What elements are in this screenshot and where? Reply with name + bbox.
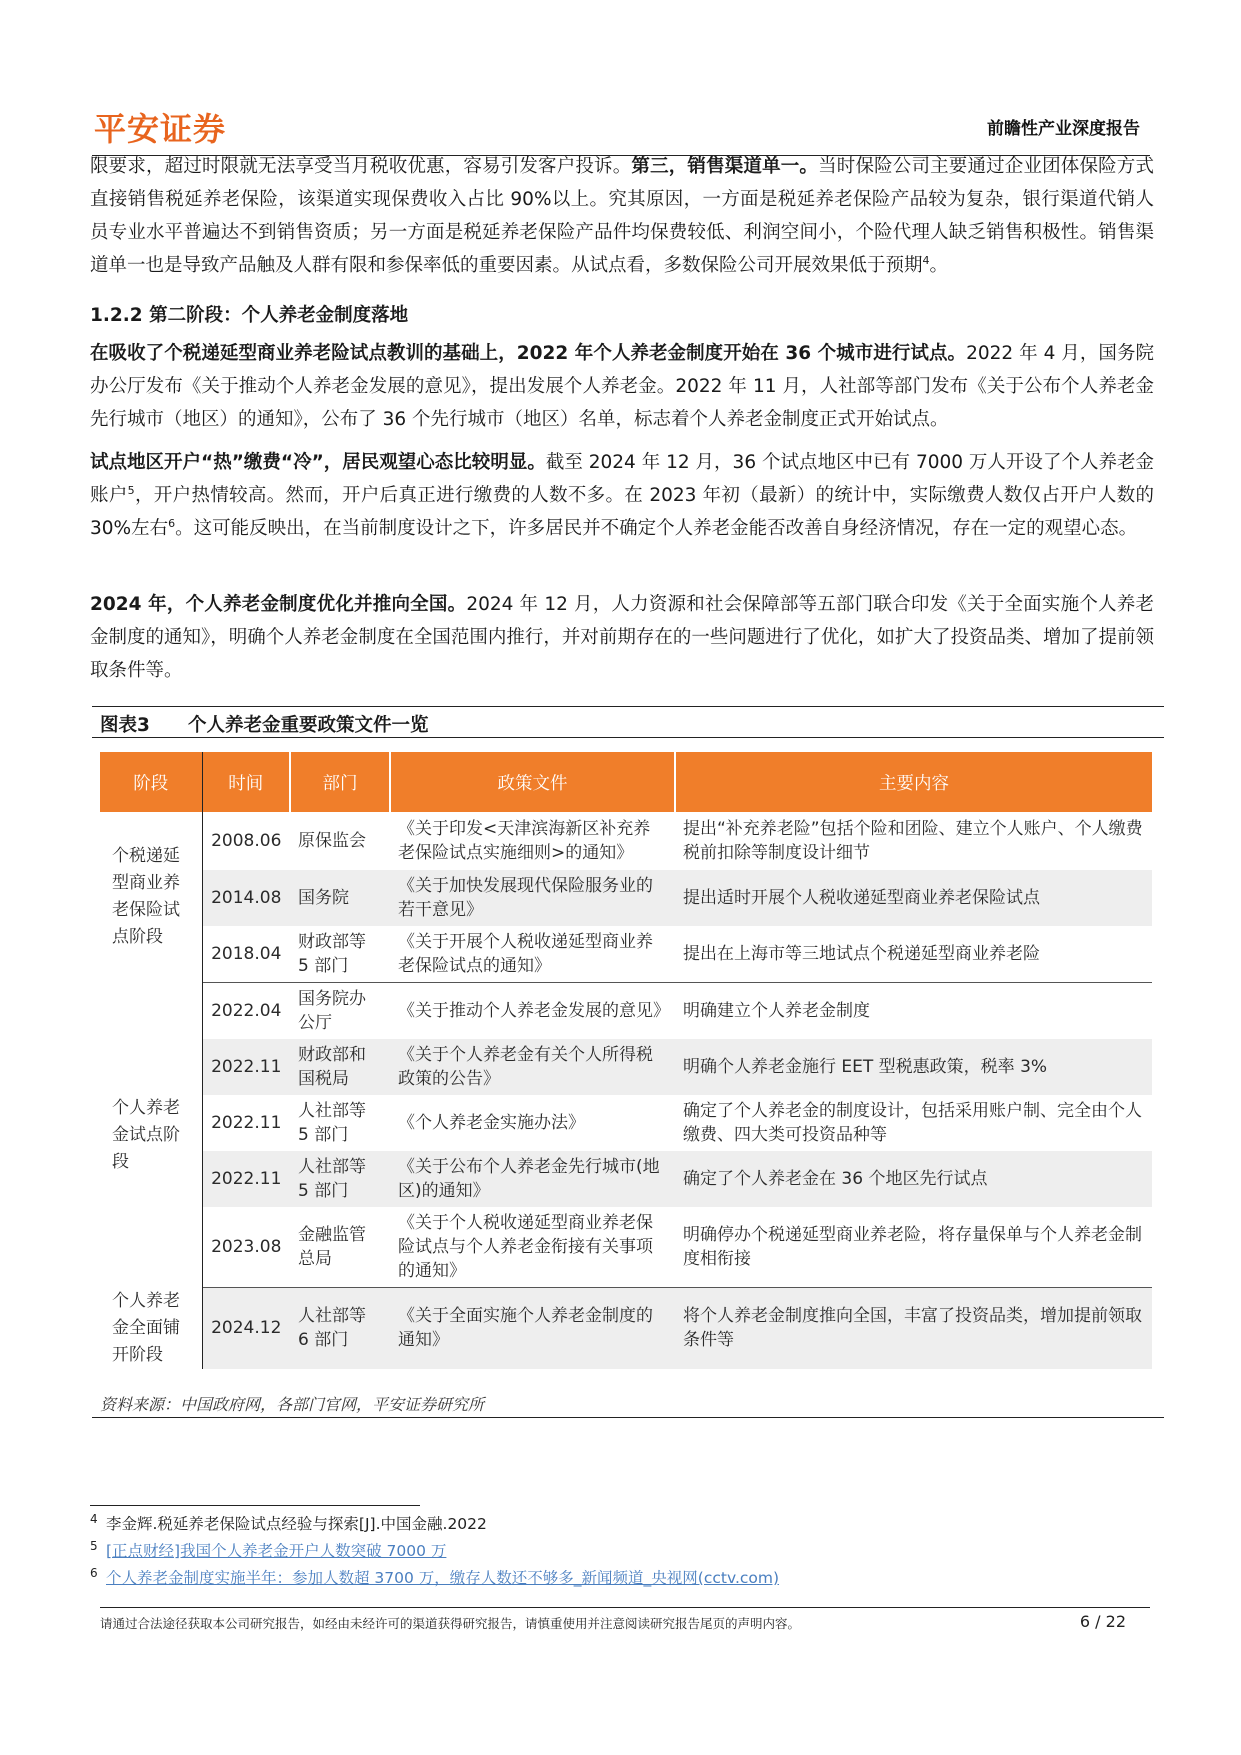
paragraph-4 <box>90 588 1154 687</box>
table-row <box>100 926 1152 983</box>
col-header-content: 主要内容 <box>675 752 1152 812</box>
paragraph-text: 2022 年 4 月，国务院办公厅发布《关于推动个人养老金发展的意见》，提出发展个人养老金。2022 年 11 月，人社部等部门发布《关于公布个人养老金先行城市（地区）的通知》，公布了 36 个先行城市（地区）名单，标志着个人养老金制度正式开始试点。 <box>90 343 1154 430</box>
doc-cell: 《关于印发<天津滨海新区补充养老保险试点实施细则>的通知》 <box>398 819 651 863</box>
paragraph-1 <box>90 150 1154 282</box>
content-cell: 提出“补充养老险”包括个险和团险、建立个人账户、个人缴费税前扣除等制度设计细节 <box>683 819 1143 863</box>
section-subheading: 1.2.2 第二阶段：个人养老金制度落地 <box>90 305 409 326</box>
content-cell: 明确建立个人养老金制度 <box>683 1001 870 1021</box>
stage-cell: 个税递延型商业养老保险试点阶段 <box>100 812 202 983</box>
footnote-divider <box>90 1505 420 1506</box>
stage-cell: 个人养老金全面铺开阶段 <box>100 1288 202 1369</box>
dept-cell: 原保监会 <box>298 831 366 851</box>
footnote-number: 6 <box>90 1566 98 1580</box>
date-cell: 2022.04 <box>211 1001 282 1021</box>
figure-title: 个人养老金重要政策文件一览 <box>188 715 429 736</box>
figure-source: 资料来源：中国政府网，各部门官网，平安证券研究所 <box>92 1392 1164 1418</box>
doc-cell: 《关于推动个人养老金发展的意见》 <box>398 1001 670 1021</box>
report-type-label: 前瞻性产业深度报告 <box>987 119 1140 139</box>
date-cell: 2024.12 <box>202 1288 290 1369</box>
paragraph-text: 限要求，超过时限就无法享受当月税收优惠，容易引发客户投诉。 <box>90 156 632 177</box>
date-cell: 2014.08 <box>202 870 290 926</box>
content-cell: 将个人养老金制度推向全国，丰富了投资品类，增加提前领取条件等 <box>675 1288 1152 1369</box>
footnote-ref-6[interactable]: 6 <box>168 516 176 530</box>
table-row <box>100 1039 1152 1095</box>
footnote-number: 5 <box>90 1539 98 1553</box>
col-header-stage: 阶段 <box>100 752 202 812</box>
paragraph-text: ，开户热情较高。然而，开户后真正进行缴费的人数不多。在 2023 年初（最新）的统计中，实际缴费人数仅占开户人数的 30%左右 <box>90 485 1154 539</box>
doc-cell: 《关于全面实施个人养老金制度的通知》 <box>390 1288 675 1369</box>
content-cell: 明确个人养老金施行 EET 型税惠政策，税率 3% <box>675 1039 1152 1095</box>
col-header-date: 时间 <box>202 752 290 812</box>
date-cell: 2023.08 <box>202 1207 290 1288</box>
paragraph-2 <box>90 337 1154 436</box>
footnote-link[interactable]: 个人养老金制度实施半年：参加人数超 3700 万，缴存人数还不够多_新闻频道_央视网(cctv.com) <box>106 1569 780 1587</box>
page-number: 6 / 22 <box>1079 1612 1126 1631</box>
paragraph-text: 。这可能反映出，在当前制度设计之下，许多居民并不确定个人养老金能否改善自身经济情况，存在一定的观望心态。 <box>175 518 1138 539</box>
company-logo: 平安证券 <box>94 110 227 148</box>
dept-cell: 财政部等 5 部门 <box>290 926 390 983</box>
dept-cell: 国务院办公厅 <box>298 989 366 1033</box>
dept-cell: 财政部和国税局 <box>290 1039 390 1095</box>
col-header-dept: 部门 <box>290 752 390 812</box>
footnote-ref-4[interactable]: 4 <box>922 253 930 267</box>
table-row <box>100 1151 1152 1207</box>
content-cell: 提出适时开展个人税收递延型商业养老保险试点 <box>675 870 1152 926</box>
paragraph-text: 当时保险公司主要通过企业团体保险方式直接销售税延养老保险，该渠道实现保费收入占比 90%以上。究其原因，一方面是税延养老保险产品较为复杂，银行渠道代销人员专业水平普遍达不到销售资质；另一方面是税延养老保险产品件均保费较低、利润空间小，个险代理人缺乏销售积极性。销售渠道单一也是导致产品触及人群有限和参保率低的重要因素。从试点看，多数保险公司开展效果低于预期 <box>90 156 1154 276</box>
footnote-5 <box>90 1539 446 1561</box>
paragraph-bold: 在吸收了个税递延型商业养老险试点教训的基础上，2022 年个人养老金制度开始在 36 个城市进行试点。 <box>90 343 967 364</box>
figure-number: 图表3 <box>100 715 150 736</box>
table-row <box>100 1095 1152 1151</box>
dept-cell: 人社部等 5 部门 <box>298 1101 366 1145</box>
table-row <box>100 1288 1152 1369</box>
date-cell: 2008.06 <box>211 831 282 851</box>
paragraph-text: 。 <box>929 255 949 276</box>
footnote-text: 李金辉.税延养老保险试点经验与探索[J].中国金融.2022 <box>106 1515 487 1533</box>
paragraph-3 <box>90 446 1154 545</box>
paragraph-bold: 2024 年，个人养老金制度优化并推向全国。 <box>90 594 467 615</box>
figure-title-bar <box>92 706 1164 738</box>
date-cell: 2022.11 <box>202 1151 290 1207</box>
table-row <box>100 983 1152 1040</box>
date-cell: 2022.11 <box>211 1113 282 1133</box>
paragraph-bold: 第三，销售渠道单一。 <box>631 156 819 177</box>
table-row <box>100 870 1152 926</box>
disclaimer-text: 请通过合法途径获取本公司研究报告，如经由未经许可的渠道获得研究报告，请慎重使用并注意阅读研究报告尾页的声明内容。 <box>100 1616 801 1631</box>
footnote-link[interactable]: [正点财经]我国个人养老金开户人数突破 7000 万 <box>106 1542 447 1560</box>
doc-cell: 《关于个人税收递延型商业养老保险试点与个人养老金衔接有关事项的通知》 <box>390 1207 675 1288</box>
footnote-4 <box>90 1512 487 1534</box>
doc-cell: 《关于开展个人税收递延型商业养老保险试点的通知》 <box>390 926 675 983</box>
dept-cell: 金融监管总局 <box>290 1207 390 1288</box>
doc-cell: 《个人养老金实施办法》 <box>398 1113 585 1133</box>
dept-cell: 国务院 <box>290 870 390 926</box>
footnote-number: 4 <box>90 1512 98 1526</box>
footnote-ref-5[interactable]: 5 <box>127 483 135 497</box>
policy-table <box>100 752 1152 1369</box>
content-cell: 明确停办个税递延型商业养老险，将存量保单与个人养老金制度相衔接 <box>675 1207 1152 1288</box>
content-cell: 提出在上海市等三地试点个税递延型商业养老险 <box>675 926 1152 983</box>
doc-cell: 《关于个人养老金有关个人所得税政策的公告》 <box>390 1039 675 1095</box>
doc-cell: 《关于公布个人养老金先行城市(地区)的通知》 <box>390 1151 675 1207</box>
paragraph-text: 2024 年 12 月，人力资源和社会保障部等五部门联合印发《关于全面实施个人养老金制度的通知》，明确个人养老金制度在全国范围内推行，并对前期存在的一些问题进行了优化，如扩大了投资品类、增加了提前领取条件等。 <box>90 594 1154 681</box>
footnote-6 <box>90 1566 779 1588</box>
dept-cell: 人社部等 5 部门 <box>290 1151 390 1207</box>
dept-cell: 人社部等 6 部门 <box>290 1288 390 1369</box>
paragraph-bold: 试点地区开户“热”缴费“冷”，居民观望心态比较明显。 <box>90 452 546 473</box>
content-cell: 确定了个人养老金在 36 个地区先行试点 <box>675 1151 1152 1207</box>
table-row <box>100 812 1152 870</box>
col-header-doc: 政策文件 <box>390 752 675 812</box>
paragraph-text: 截至 2024 年 12 月，36 个试点地区中已有 7000 万人开设了个人养老金账户 <box>90 452 1154 506</box>
stage-cell: 个人养老金试点阶段 <box>100 983 202 1288</box>
table-header-row <box>100 752 1152 812</box>
doc-cell: 《关于加快发展现代保险服务业的若干意见》 <box>390 870 675 926</box>
content-cell: 确定了个人养老金的制度设计，包括采用账户制、完全由个人缴费、四大类可投资品种等 <box>683 1101 1142 1145</box>
page-footer <box>100 1607 1150 1632</box>
date-cell: 2018.04 <box>202 926 290 983</box>
page-header <box>92 100 1150 156</box>
table-row <box>100 1207 1152 1288</box>
date-cell: 2022.11 <box>202 1039 290 1095</box>
